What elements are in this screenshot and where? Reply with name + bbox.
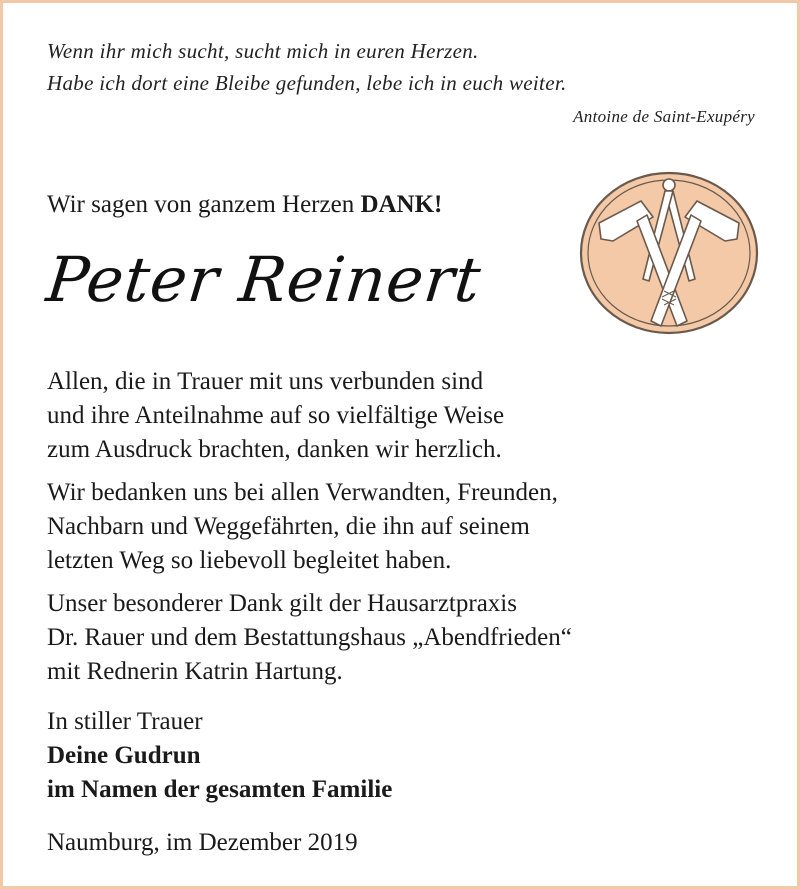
paragraph-line: zum Ausdruck brachten, danken wir herzlich. (47, 436, 502, 463)
paragraph (47, 587, 777, 689)
place-date: Naumburg, im Dezember 2019 (47, 829, 358, 856)
thanks-heading (47, 191, 442, 219)
thanks-emphasis: DANK! (360, 191, 443, 218)
thanks-body (47, 365, 777, 698)
paragraph (47, 476, 777, 578)
paragraph-line: Allen, die in Trauer mit uns verbunden sind (47, 368, 484, 395)
paragraph-line: Unser besonderer Dank gilt der Hausarztpraxis (47, 590, 517, 617)
deceased-name: Peter Reinert (43, 243, 485, 316)
roofer-guild-emblem-icon (579, 171, 759, 336)
signature-intro: In stiller Trauer (47, 708, 203, 735)
paragraph-line: Nachbarn und Weggefährten, die ihn auf seinem (47, 513, 530, 540)
signature (47, 705, 392, 807)
quote (47, 35, 767, 99)
paragraph-line: und ihre Anteilnahme auf so vielfältige Weise (47, 402, 505, 429)
quote-line: Habe ich dort eine Bleibe gefunden, lebe ich in euch weiter. (47, 71, 567, 95)
paragraph-line: Wir bedanken uns bei allen Verwandten, Freunden, (47, 479, 558, 506)
paragraph (47, 365, 777, 467)
thanks-text: Wir sagen von ganzem Herzen (47, 191, 361, 218)
quote-author: Antoine de Saint-Exupéry (573, 107, 755, 126)
paragraph-line: Dr. Rauer und dem Bestattungshaus „Abendfrieden“ (47, 624, 572, 651)
signature-name: Deine Gudrun (47, 742, 201, 769)
signature-family: im Namen der gesamten Familie (47, 776, 393, 803)
quote-line: Wenn ihr mich sucht, sucht mich in euren Herzen. (47, 39, 479, 63)
paragraph-line: letzten Weg so liebevoll begleitet haben. (47, 547, 452, 574)
paragraph-line: mit Rednerin Katrin Hartung. (47, 658, 343, 685)
